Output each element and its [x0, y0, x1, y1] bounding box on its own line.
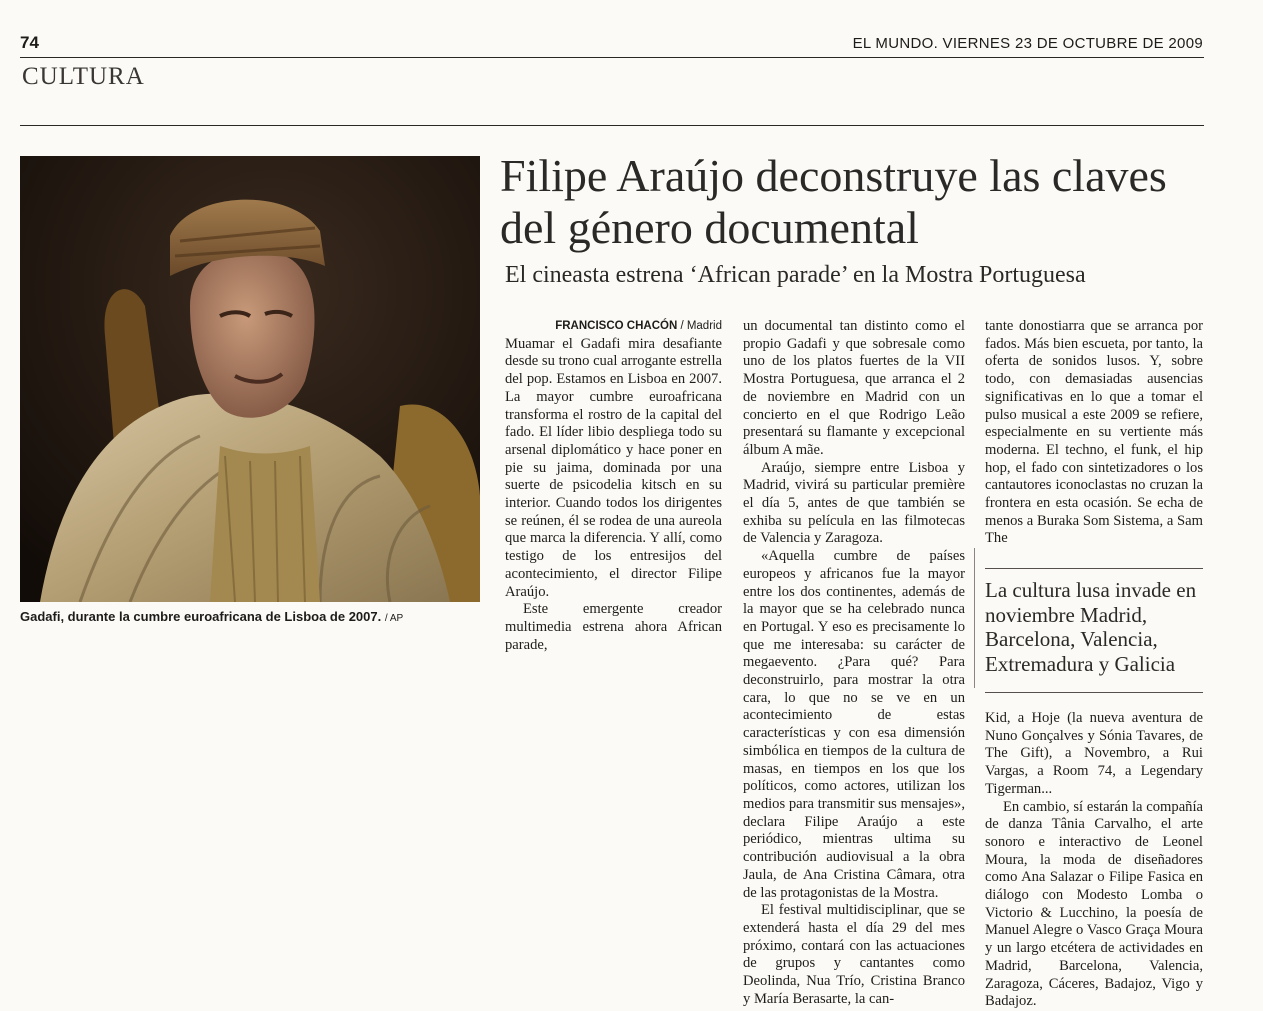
- article-column-2: [743, 318, 965, 1008]
- dateline: EL MUNDO. VIERNES 23 DE OCTUBRE DE 2009: [852, 35, 1203, 52]
- paragraph: Este emergente creador multimedia estrena ahora African parade,: [505, 601, 722, 653]
- header-rule: [20, 57, 1204, 58]
- byline-author: FRANCISCO CHACÓN: [555, 320, 678, 332]
- pull-quote-rule-top: [985, 568, 1203, 569]
- paragraph: Araújo, siempre entre Lisboa y Madrid, vivirá su particular première el día 5, antes de que también se exhiba su película en las filmotecas de Valencia y Zaragoza.: [743, 459, 965, 547]
- article-photo: [20, 156, 480, 602]
- pull-quote: La cultura lusa invade en noviembre Madrid, Barcelona, Valencia, Extremadura y Galicia: [985, 578, 1197, 676]
- caption-text: Gadafi, durante la cumbre euroafricana de Lisboa de 2007.: [20, 609, 382, 624]
- paragraph: El festival multidisciplinar, que se extenderá hasta el día 29 del mes próximo, contará con las actuaciones de grupos y cantantes como Deolinda, Nua Trío, Cristina Branco y María Berasarte, la can-: [743, 902, 965, 1007]
- paragraph: Kid, a Hoje (la nueva aventura de Nuno Gonçalves y Sónia Tavares, de The Gift), a Novembro, a Rui Vargas, a Room 74, a Legendary Tigerman...: [985, 710, 1203, 797]
- section-rule: [20, 125, 1204, 126]
- article-column-1: [505, 318, 722, 654]
- page-number: 74: [20, 33, 39, 52]
- article-column-3-top: [985, 318, 1203, 548]
- pull-quote-rule-bottom: [985, 692, 1203, 693]
- column-divider: [974, 548, 975, 688]
- headline: Filipe Araújo deconstruye las claves del género documental: [500, 150, 1167, 253]
- paragraph: un documental tan distinto como el propio Gadafi y que sobresale como uno de los platos fuertes de la VII Mostra Portuguesa, que arranca el 2 de noviembre en Madrid con un concierto en el que Rodrigo Leão presentará su flamante y excepcional álbum A mãe.: [743, 318, 965, 458]
- section-title: CULTURA: [22, 63, 145, 90]
- byline: [505, 318, 722, 336]
- photo-illustration: [20, 156, 480, 602]
- paragraph: tante donostiarra que se arranca por fados. Más bien escueta, por tanto, la oferta de sonidos lusos. Y, sobre todo, con demasiadas ausencias significativas en lo que a tomar el pulso musical a este 2009 se refiere, especialmente en su vertiente más moderna. El techno, el funk, el hip hop, el fado con sintetizadores o los cantautores iconoclastas no cruzan la frontera en esta ocasión. Se echa de menos a Buraka Som Sistema, a Sam The: [985, 318, 1203, 547]
- paragraph: Muamar el Gadafi mira desafiante desde su trono cual arrogante estrella del pop. Estamos en Lisboa en 2007. La mayor cumbre euroafricana transforma el rostro de la capital del fado. El líder libio despliega todo su arsenal diplomático y hace poner en pie su jaima, dominada por una suerte de psicodelia kitsch en su interior. Cuando todos los dirigentes se reúnen, él se rodea de una aureola que marca la diferencia. Y allí, como testigo de los entresijos del acontecimiento, el director Filipe Araújo.: [505, 335, 722, 600]
- article-column-3-bottom: [985, 710, 1203, 1011]
- photo-caption: [20, 609, 403, 624]
- photo-credit: / AP: [384, 613, 404, 624]
- subheadline: El cineasta estrena ‘African parade’ en la Mostra Portuguesa: [505, 262, 1086, 288]
- paragraph: «Aquella cumbre de países europeos y africanos fue la mayor entre los dos continentes, además de la mayor que se ha celebrado nunca en Portugal. Y eso es precisamente lo que me interesaba: su carácter de megaevento. ¿Para qué? Para deconstruirlo, para mostrar la otra cara, lo que no se ve en un acontecimiento de estas características y con esa dimensión simbólica en tiempos de la cultura de masas, en tiempos en los que los políticos, como actores, utilizan los medios para transmitir sus mensajes», declara Filipe Araújo a este periódico, mientras ultima su contribución audiovisual a la obra Jaula, de Ana Cristina Câmara, otra de las protagonistas de la Mostra.: [743, 548, 965, 901]
- paragraph: En cambio, sí estarán la compañía de danza Tânia Carvalho, el arte sonoro e interactivo de Leonel Moura, la moda de diseñadores como Ana Salazar o Filipe Fasica en diálogo con Modesto Lomba o Victorio & Lucchino, la poesía de Manuel Alegre o Vasco Graça Moura y un largo etcétera de actividades en Madrid, Barcelona, Valencia, Zaragoza, Cáceres, Badajoz, Vigo y Badajoz.: [985, 798, 1203, 1010]
- byline-city: / Madrid: [677, 320, 722, 332]
